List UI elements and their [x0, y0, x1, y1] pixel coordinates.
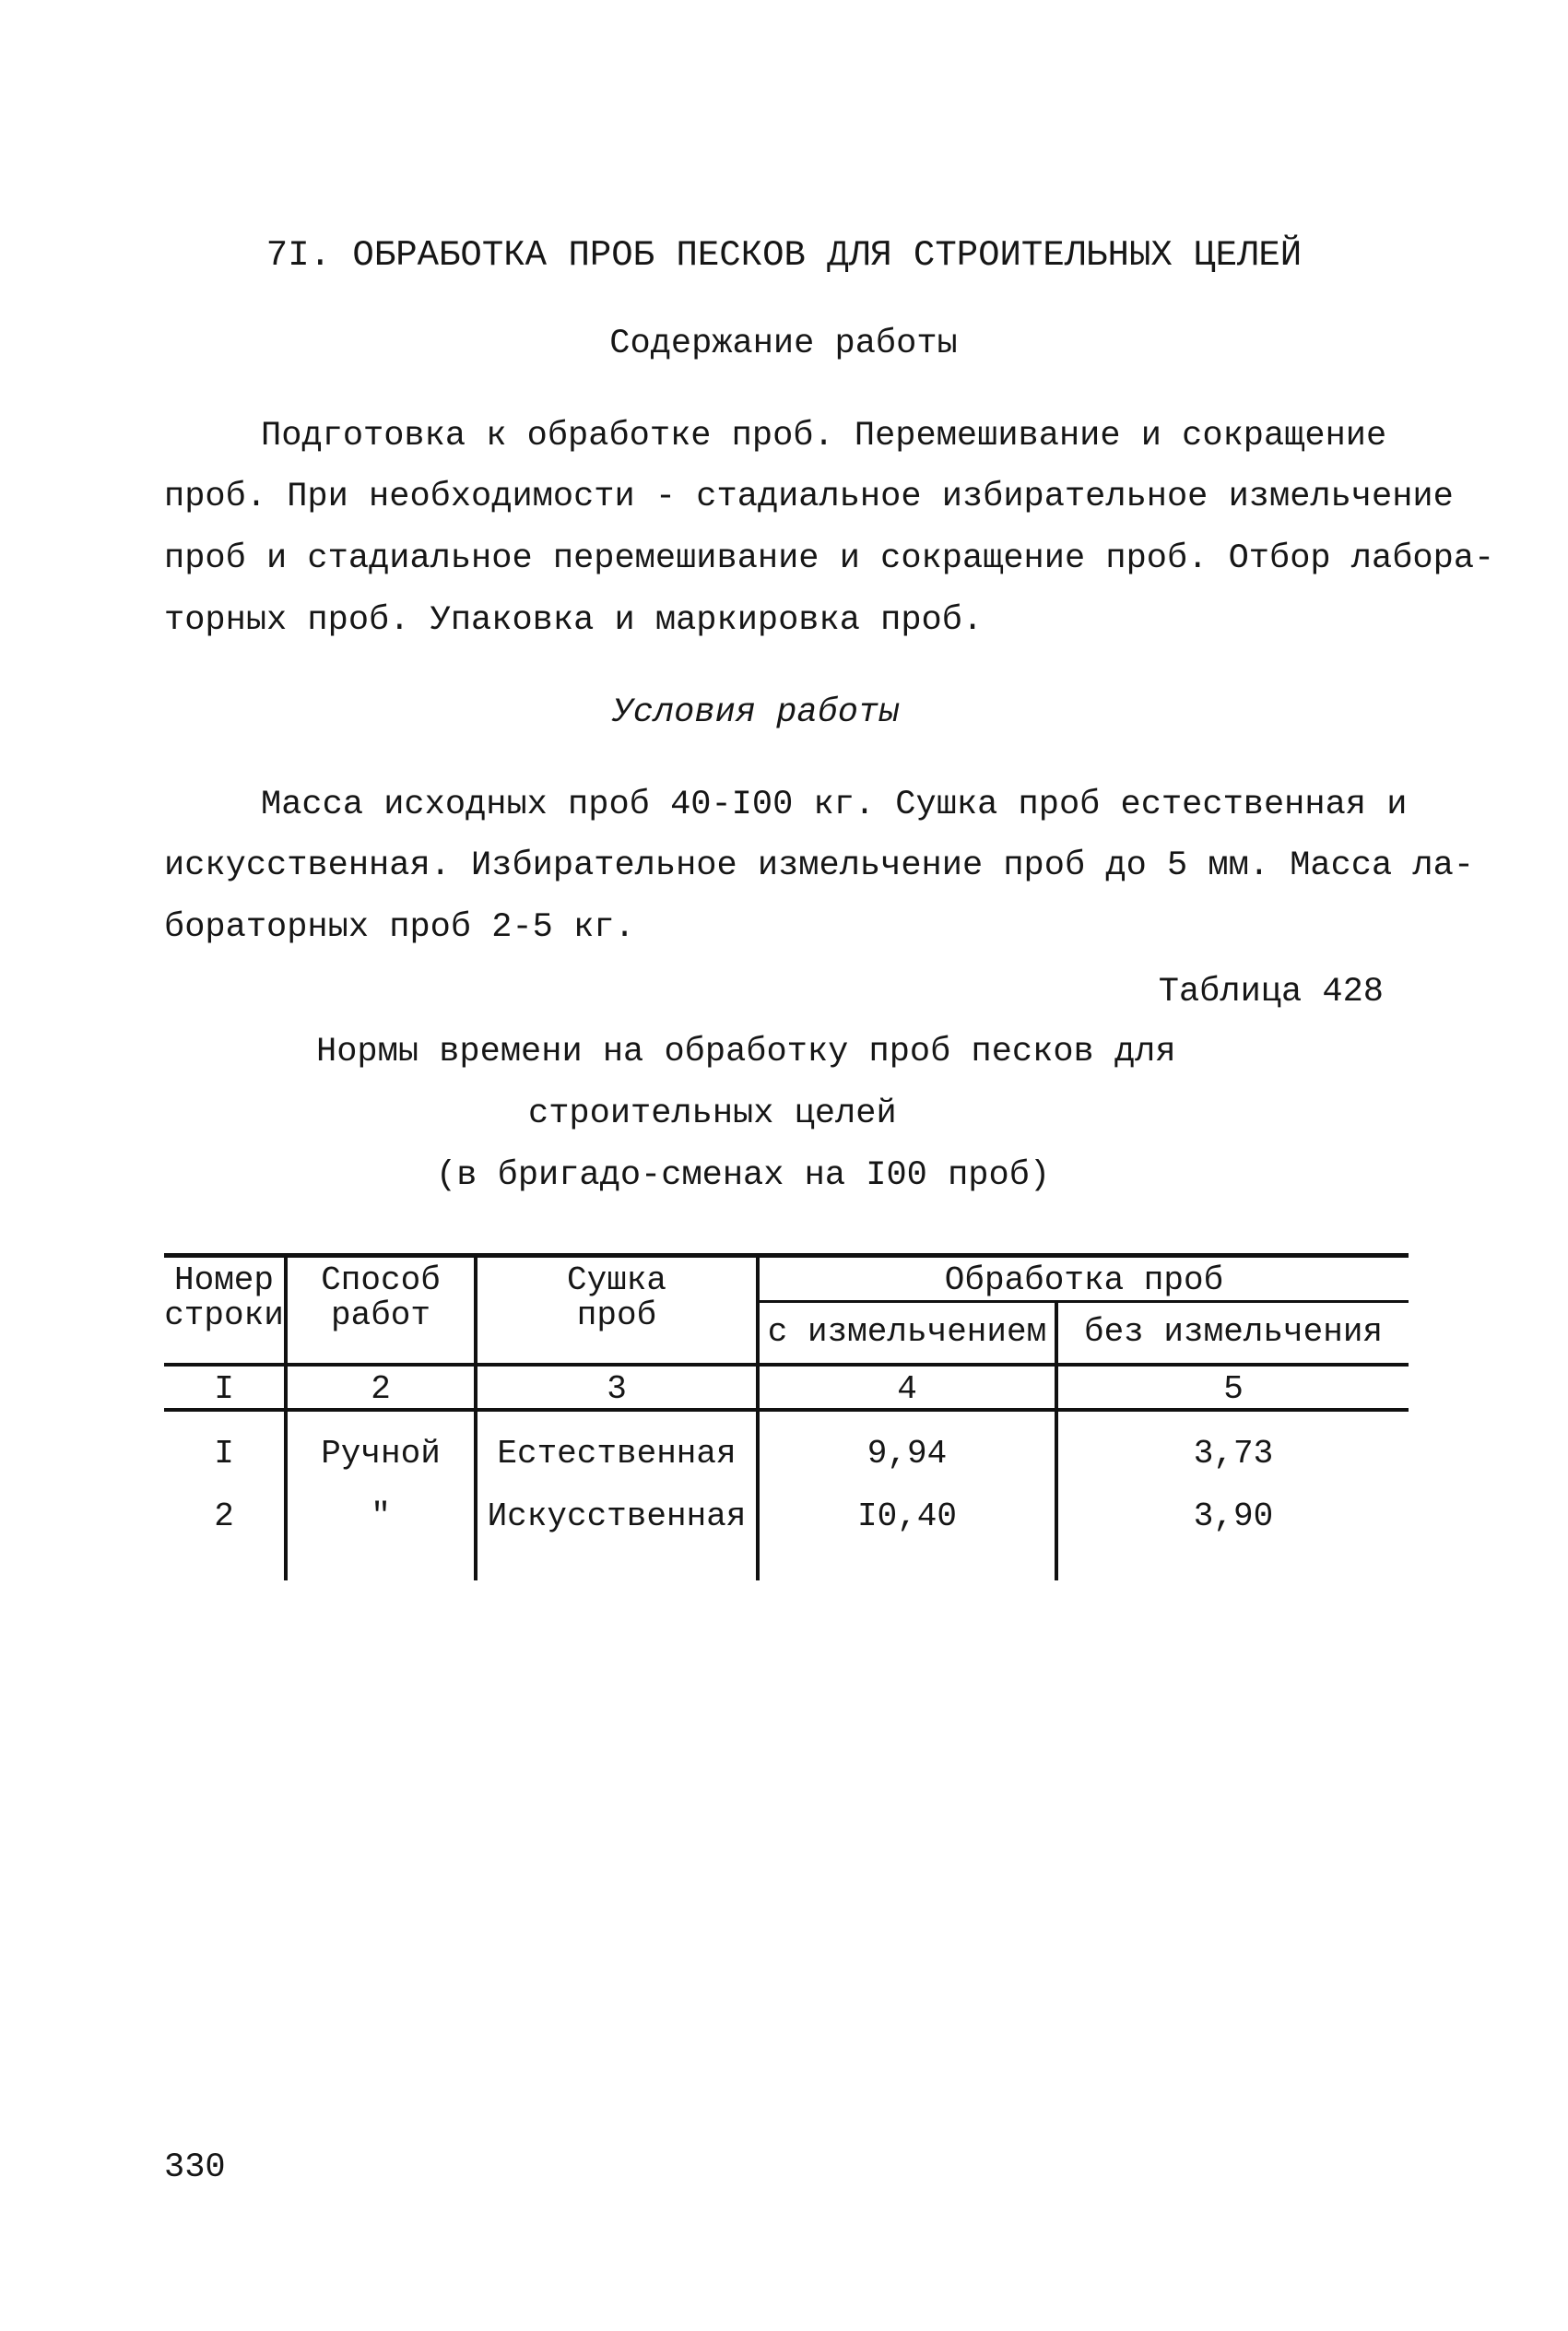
column-number-3: 3 [607, 1370, 627, 1408]
row-2-no: 2 [214, 1497, 234, 1535]
row-1-with-grinding: 9,94 [867, 1435, 948, 1473]
header-row-no-2: строки [164, 1296, 284, 1334]
header-drying-2: проб [576, 1296, 657, 1334]
content-heading: Содержание работы [609, 325, 958, 363]
row-1-without-grinding: 3,73 [1193, 1435, 1274, 1473]
page-number: 330 [164, 2148, 226, 2187]
row-2-with-grinding: I0,40 [856, 1497, 958, 1535]
header-drying-1: Сушка [566, 1261, 667, 1299]
header-method-2: работ [330, 1296, 431, 1334]
row-2-without-grinding: 3,90 [1193, 1497, 1274, 1535]
row-1-no: I [214, 1435, 234, 1473]
column-number-4: 4 [897, 1370, 917, 1408]
table-header-rule [164, 1363, 1409, 1367]
column-number-2: 2 [371, 1370, 391, 1408]
content-line-2: проб. При необходимости - стадиальное избирательное измельчение [164, 478, 1454, 516]
header-row-no-1: Номер [173, 1261, 275, 1299]
header-without-grinding: без измельчения [1083, 1313, 1384, 1351]
row-1-method: Ручной [321, 1435, 441, 1473]
conditions-line-2: искусственная. Избирательное измельчение проб до 5 мм. Масса ла- [164, 846, 1475, 885]
header-with-grinding: с измельчением [767, 1313, 1047, 1351]
content-line-1: Подготовка к обработке проб. Перемешивание и сокращение [261, 417, 1387, 456]
table-caption-line-2: строительных целей [528, 1095, 897, 1133]
row-2-drying: Искусственная [487, 1497, 747, 1535]
conditions-heading: Условия работы [612, 693, 900, 732]
content-line-4: торных проб. Упаковка и маркировка проб. [164, 601, 984, 640]
content-line-3: проб и стадиальное перемешивание и сокращение проб. Отбор лабора- [164, 539, 1495, 578]
table-caption-line-3: (в бригадо-сменах на I00 проб) [436, 1156, 1051, 1195]
table-numbers-rule [164, 1408, 1409, 1412]
row-2-method: " [371, 1497, 391, 1535]
column-number-5: 5 [1223, 1370, 1244, 1408]
conditions-line-1: Масса исходных проб 40-I00 кг. Сушка проб естественная и [261, 786, 1408, 824]
conditions-line-3: бораторных проб 2-5 кг. [164, 908, 635, 947]
table-group-rule [756, 1300, 1409, 1303]
header-processing: Обработка проб [944, 1261, 1224, 1299]
table-caption-line-1: Нормы времени на обработку проб песков для [316, 1033, 1176, 1071]
section-title: 7I. ОБРАБОТКА ПРОБ ПЕСКОВ ДЛЯ СТРОИТЕЛЬНЫХ ЦЕЛЕЙ [265, 235, 1303, 276]
table-top-rule [164, 1253, 1409, 1258]
row-1-drying: Естественная [497, 1435, 737, 1473]
header-method-1: Способ [321, 1261, 441, 1299]
column-number-1: I [214, 1370, 234, 1408]
table-number: Таблица 428 [1158, 973, 1384, 1012]
